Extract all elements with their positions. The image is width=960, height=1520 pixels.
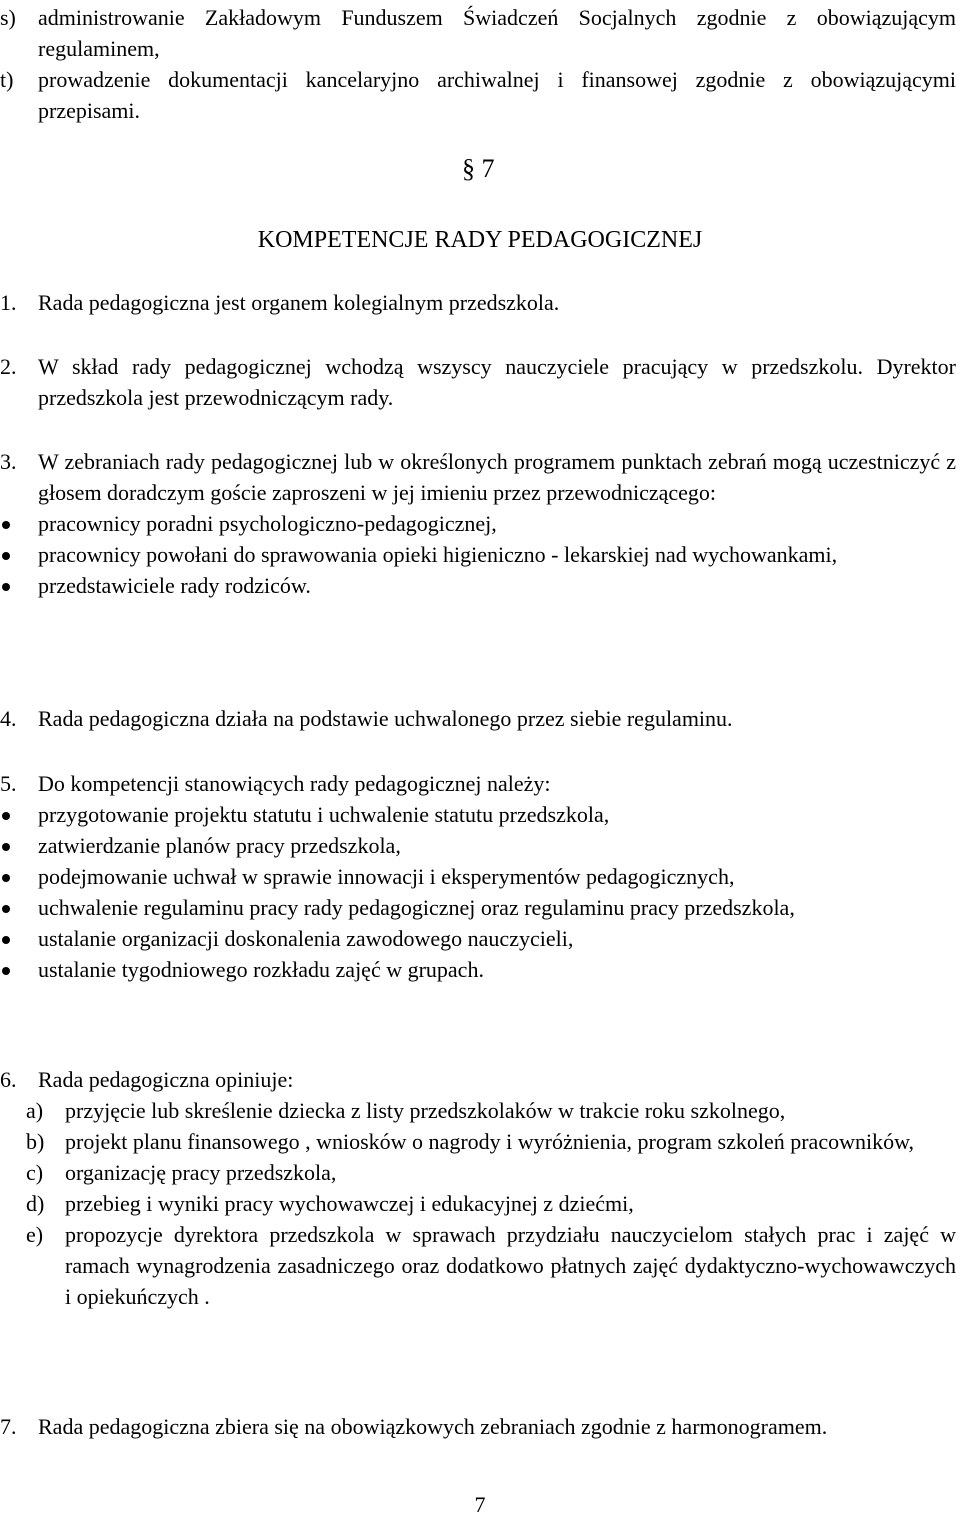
lettered-item-d [0,1188,960,1219]
bullet-text: ustalanie tygodniowego rozkładu zajęć w grupach. [38,957,484,982]
list-item-t [0,64,960,126]
section-symbol: § 7 [462,154,495,183]
bullet-dot [2,583,10,591]
bullet-item [0,861,960,892]
bullet-item [0,799,960,830]
paragraph-1 [0,287,960,318]
paragraph-number: 4. [0,706,17,731]
paragraph-text: Rada pedagogiczna zbiera się na obowiązkowych zebraniach zgodnie z harmonogramem. [38,1414,828,1439]
bullet-item [0,508,960,539]
lettered-item-c [0,1157,960,1188]
list-marker: c) [26,1160,44,1185]
paragraph-number: 6. [0,1067,17,1092]
lettered-item-e [0,1219,960,1312]
list-marker: e) [26,1222,44,1247]
bullet-item [0,830,960,861]
section-title: KOMPETENCJE RADY PEDAGOGICZNEJ [257,227,703,253]
list-marker: a) [26,1098,44,1123]
paragraph-text: Do kompetencji stanowiących rady pedagogicznej należy: [38,771,551,796]
bullet-dot [2,936,10,944]
paragraph-text: W skład rady pedagogicznej wchodzą wszyscy nauczyciele pracujący w przedszkolu. Dyrektor przedszkola jest przewodniczącym rady. [38,354,956,410]
paragraph-7 [0,1411,960,1442]
paragraph-row [0,703,960,734]
paragraph-number: 5. [0,771,17,796]
list-marker: d) [26,1191,45,1216]
lettered-item-b [0,1126,960,1157]
paragraph-row [0,446,960,508]
paragraph-3 [0,446,960,601]
paragraph-5 [0,768,960,985]
paragraph-number: 1. [0,290,17,315]
list-item-text: organizację pracy przedszkola, [65,1160,337,1185]
paragraph-number: 7. [0,1414,17,1439]
bullet-item [0,539,960,570]
bullet-dot [2,905,10,913]
list-item-text: prowadzenie dokumentacji kancelaryjno archiwalnej i finansowej zgodnie z obowiązującymi przepisami. [38,67,956,123]
bullet-dot [2,552,10,560]
paragraph-row [0,768,960,799]
list-item-text: administrowanie Zakładowym Funduszem Świadczeń Socjalnych zgodnie z obowiązującym regulaminem, [38,5,956,61]
bullet-text: przygotowanie projektu statutu i uchwalenie statutu przedszkola, [38,802,610,827]
paragraph-row [0,287,960,318]
paragraph-6 [0,1064,960,1312]
bullet-text: zatwierdzanie planów pracy przedszkola, [38,833,401,858]
paragraph-row [0,351,960,413]
bullet-text: pracownicy powołani do sprawowania opieki higieniczno - lekarskiej nad wychowankami, [38,542,838,567]
bullet-text: podejmowanie uchwał w sprawie innowacji i eksperymentów pedagogicznych, [38,864,735,889]
paragraph-number: 2. [0,354,17,379]
bullet-dot [2,812,10,820]
paragraph-text: W zebraniach rady pedagogicznej lub w określonych programem punktach zebrań mogą uczestniczyć z głosem doradczym goście zaproszeni w jej imieniu przez przewodniczącego: [38,449,956,505]
paragraph-text: Rada pedagogiczna jest organem kolegialnym przedszkola. [38,290,560,315]
list-marker: t) [0,67,14,92]
bullet-text: ustalanie organizacji doskonalenia zawodowego nauczycieli, [38,926,574,951]
bullet-dot [2,843,10,851]
paragraph-row [0,1411,960,1442]
paragraph-text: Rada pedagogiczna działa na podstawie uchwalonego przez siebie regulaminu. [38,706,733,731]
list-item-text: przyjęcie lub skreślenie dziecka z listy przedszkolaków w trakcie roku szkolnego, [65,1098,786,1123]
bullet-item [0,954,960,985]
paragraph-2 [0,351,960,413]
bullet-item [0,892,960,923]
top-list [0,2,960,126]
lettered-item-a [0,1095,960,1126]
list-marker: b) [26,1129,45,1154]
bullet-text: uchwalenie regulaminu pracy rady pedagogicznej oraz regulaminu pracy przedszkola, [38,895,795,920]
paragraph-row [0,1064,960,1095]
bullet-text: pracownicy poradni psychologiczno-pedagogicznej, [38,511,497,536]
page-number: 7 [474,1492,486,1517]
bullet-item [0,570,960,601]
list-marker: s) [0,5,16,30]
list-item-s [0,2,960,64]
paragraph-number: 3. [0,449,17,474]
list-item-text: projekt planu finansowego , wniosków o nagrody i wyróżnienia, program szkoleń pracowników, [65,1129,915,1154]
list-item-text: propozycje dyrektora przedszkola w sprawach przydziału nauczycielom stałych prac i zajęć w ramach wynagrodzenia zasadniczego oraz dodatkowo płatnych zajęć dydaktyczno-wychowawczych i opiekuńczych . [65,1222,956,1309]
list-item-text: przebieg i wyniki pracy wychowawczej i edukacyjnej z dziećmi, [65,1191,634,1216]
bullet-item [0,923,960,954]
bullet-dot [2,521,10,529]
paragraph-4 [0,703,960,734]
bullet-dot [2,967,10,975]
bullet-text: przedstawiciele rady rodziców. [38,573,311,598]
bullet-dot [2,874,10,882]
paragraph-text: Rada pedagogiczna opiniuje: [38,1067,294,1092]
